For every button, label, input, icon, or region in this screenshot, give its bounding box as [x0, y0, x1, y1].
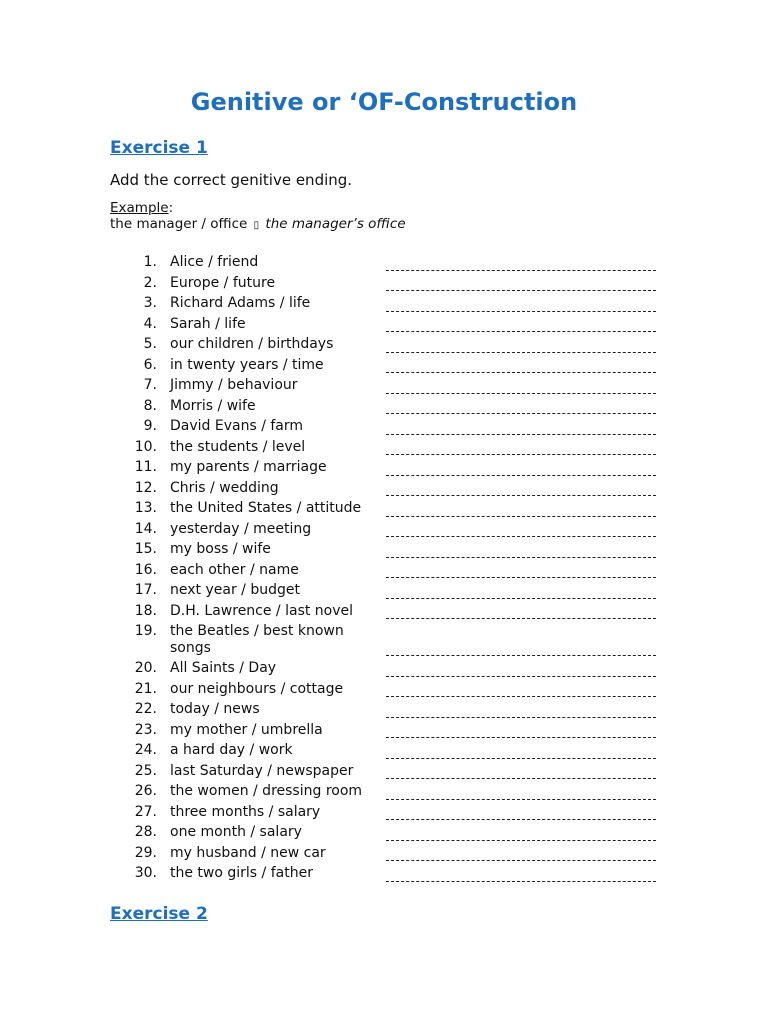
- item-number: 10.: [134, 438, 157, 455]
- list-item: [0, 603, 768, 624]
- item-prompt: the students / level: [170, 438, 306, 455]
- list-item: [0, 783, 768, 804]
- item-number: 30.: [134, 865, 157, 881]
- answer-blank[interactable]: [386, 536, 656, 537]
- item-prompt: today / news: [170, 701, 260, 717]
- example-answer: the manager’s office: [265, 216, 406, 232]
- answer-blank[interactable]: [386, 290, 656, 291]
- answer-blank[interactable]: [386, 352, 656, 353]
- answer-blank[interactable]: [386, 655, 656, 656]
- item-number: 22.: [134, 701, 157, 717]
- list-item: [0, 295, 768, 316]
- item-number: 26.: [134, 783, 157, 799]
- item-number: 20.: [134, 660, 157, 676]
- answer-blank[interactable]: [386, 270, 656, 271]
- answer-blank[interactable]: [386, 557, 656, 558]
- list-item: [0, 845, 768, 866]
- item-number: 27.: [134, 803, 157, 820]
- list-item: [0, 824, 768, 845]
- item-prompt: Sarah / life: [170, 315, 246, 332]
- answer-blank[interactable]: [386, 475, 656, 476]
- list-item: [0, 865, 768, 886]
- answer-blank[interactable]: [386, 799, 656, 800]
- item-number: 28.: [134, 824, 157, 840]
- list-item: [0, 701, 768, 722]
- exercise-1-list: [0, 254, 768, 886]
- answer-blank[interactable]: [386, 737, 656, 738]
- answer-blank[interactable]: [386, 577, 656, 578]
- list-item: [0, 623, 768, 660]
- list-item: [0, 541, 768, 562]
- answer-blank[interactable]: [386, 717, 656, 718]
- list-item: [0, 459, 768, 480]
- answer-blank[interactable]: [386, 881, 656, 882]
- list-item: [0, 562, 768, 583]
- item-prompt: the United States / attitude: [170, 500, 362, 516]
- answer-blank[interactable]: [386, 618, 656, 619]
- item-prompt: each other / name: [170, 561, 299, 578]
- item-prompt: one month / salary: [170, 824, 302, 840]
- item-prompt: three months / salary: [170, 803, 321, 820]
- answer-blank[interactable]: [386, 454, 656, 455]
- answer-blank[interactable]: [386, 413, 656, 414]
- item-prompt: a hard day / work: [170, 742, 293, 758]
- item-prompt: David Evans / farm: [170, 418, 304, 434]
- page-title: Genitive or ‘OF-Construction: [190, 88, 578, 116]
- list-item: [0, 742, 768, 763]
- item-number: 3.: [143, 295, 157, 311]
- exercise-2-heading[interactable]: Exercise 2: [110, 904, 208, 924]
- list-item: [0, 439, 768, 460]
- item-number: 5.: [143, 336, 157, 352]
- exercise-1-instruction: Add the correct genitive ending.: [110, 171, 353, 189]
- item-number: 29.: [134, 844, 157, 861]
- item-number: 2.: [143, 274, 157, 291]
- arrow-icon: ▯: [253, 220, 260, 231]
- answer-blank[interactable]: [386, 434, 656, 435]
- answer-blank[interactable]: [386, 778, 656, 779]
- item-prompt: Europe / future: [170, 274, 276, 291]
- item-prompt: Jimmy / behaviour: [170, 377, 298, 393]
- item-prompt: D.H. Lawrence / last novel: [170, 602, 354, 619]
- list-item: [0, 500, 768, 521]
- item-prompt: the women / dressing room: [170, 783, 363, 799]
- item-number: 23.: [134, 721, 157, 738]
- item-prompt: All Saints / Day: [170, 660, 277, 676]
- list-item: [0, 398, 768, 419]
- item-prompt: Alice / friend: [170, 254, 259, 270]
- example-label-row: [110, 200, 173, 216]
- item-prompt: my boss / wife: [170, 541, 271, 557]
- answer-blank[interactable]: [386, 819, 656, 820]
- item-number: 8.: [143, 397, 157, 414]
- list-item: [0, 254, 768, 275]
- item-number: 4.: [143, 315, 157, 332]
- item-prompt: in twenty years / time: [170, 356, 324, 373]
- item-number: 19.: [134, 623, 157, 639]
- answer-blank[interactable]: [386, 393, 656, 394]
- example-colon: :: [168, 200, 174, 216]
- item-prompt: the Beatles / best known songs: [170, 623, 344, 656]
- example-label: Example: [110, 200, 169, 216]
- item-number: 9.: [143, 418, 157, 434]
- item-prompt: the two girls / father: [170, 865, 313, 881]
- list-item: [0, 316, 768, 337]
- item-number: 17.: [134, 582, 157, 598]
- item-prompt: our neighbours / cottage: [170, 680, 344, 697]
- item-number: 13.: [134, 500, 157, 516]
- item-prompt: my mother / umbrella: [170, 721, 323, 738]
- list-item: [0, 357, 768, 378]
- answer-blank[interactable]: [386, 676, 656, 677]
- list-item: [0, 804, 768, 825]
- list-item: [0, 763, 768, 784]
- list-item: [0, 418, 768, 439]
- item-number: 7.: [143, 377, 157, 393]
- item-prompt: my parents / marriage: [170, 459, 327, 475]
- item-prompt: next year / budget: [170, 582, 300, 598]
- list-item: [0, 377, 768, 398]
- item-number: 14.: [134, 520, 157, 537]
- answer-blank[interactable]: [386, 598, 656, 599]
- item-number: 16.: [134, 561, 157, 578]
- answer-blank[interactable]: [386, 696, 656, 697]
- list-item: [0, 480, 768, 501]
- list-item: [0, 681, 768, 702]
- item-number: 18.: [134, 602, 157, 619]
- item-prompt: my husband / new car: [170, 844, 326, 861]
- item-number: 6.: [143, 356, 157, 373]
- item-prompt: Morris / wife: [170, 397, 256, 414]
- item-prompt: last Saturday / newspaper: [170, 762, 354, 779]
- answer-blank[interactable]: [386, 860, 656, 861]
- item-number: 24.: [134, 742, 157, 758]
- item-number: 1.: [143, 254, 157, 270]
- item-number: 25.: [134, 762, 157, 779]
- item-prompt: yesterday / meeting: [170, 520, 312, 537]
- example-prompt: the manager / office: [110, 216, 248, 232]
- list-item: [0, 660, 768, 681]
- answer-blank[interactable]: [386, 516, 656, 517]
- item-number: 15.: [134, 541, 157, 557]
- answer-blank[interactable]: [386, 311, 656, 312]
- item-prompt: our children / birthdays: [170, 336, 334, 352]
- item-number: 12.: [134, 479, 157, 496]
- list-item: [0, 275, 768, 296]
- answer-blank[interactable]: [386, 495, 656, 496]
- item-number: 21.: [134, 680, 157, 697]
- list-item: [0, 336, 768, 357]
- exercise-1-heading[interactable]: Exercise 1: [110, 138, 208, 158]
- list-item: [0, 582, 768, 603]
- answer-blank[interactable]: [386, 372, 656, 373]
- item-prompt: Richard Adams / life: [170, 295, 311, 311]
- item-number: 11.: [134, 459, 157, 475]
- answer-blank[interactable]: [386, 758, 656, 759]
- example-line: [110, 216, 406, 234]
- list-item: [0, 722, 768, 743]
- answer-blank[interactable]: [386, 840, 656, 841]
- item-prompt: Chris / wedding: [170, 479, 279, 496]
- list-item: [0, 521, 768, 542]
- answer-blank[interactable]: [386, 331, 656, 332]
